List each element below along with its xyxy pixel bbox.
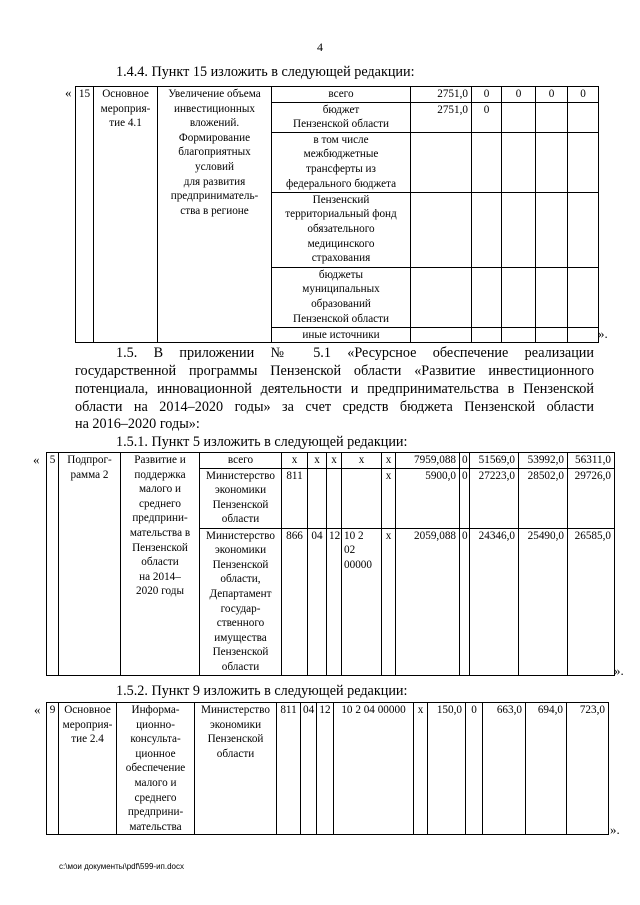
t1-cell: 0 (536, 87, 568, 103)
t2-cell: 0 (460, 453, 470, 469)
para-1-5-line-1: 1.5. В приложении № 5.1 «Ресурсное обеспечение реализации (116, 345, 594, 361)
t2-cell: 12 (327, 528, 342, 675)
t3-desc: Информа- ционно- консульта- ционное обеспечение малого и среднего предприни- мательства (117, 703, 195, 835)
t1-cell: 2751,0 (411, 87, 472, 103)
t3-exec: Министерство экономики Пензенской области (195, 703, 277, 835)
t1-desc: Увеличение объема инвестиционных вложений. Формирование благоприятных условий для развития предприниматель- ства в регионе (158, 87, 272, 343)
table-1 (75, 86, 599, 343)
para-1-5-line-4: области на 2014–2020 годы» за счет средств бюджета Пензенской области (75, 399, 594, 415)
quote-close-1: ». (598, 326, 608, 341)
t3-cell: 04 (301, 703, 317, 835)
t2-cell: x (342, 453, 382, 469)
t3-cell: 723,0 (567, 703, 609, 835)
t3-cell: 694,0 (526, 703, 567, 835)
t2-cell: 04 (308, 528, 327, 675)
t2-cell: 811 (282, 468, 308, 528)
t1-source-regional: бюджет Пензенской области (272, 102, 411, 132)
heading-1-5-1: 1.5.1. Пункт 5 изложить в следующей редакции: (116, 434, 408, 450)
t3-cell: 12 (317, 703, 334, 835)
t2-exec-ministry: Министерство экономики Пензенской области (200, 468, 282, 528)
t1-source-other: иные источники (272, 327, 411, 343)
table-3 (46, 702, 609, 835)
t1-source-municipal: бюджеты муниципальных образований Пензенской области (272, 267, 411, 327)
table-2 (46, 452, 615, 676)
t2-cell: 27223,0 (470, 468, 519, 528)
t2-cell: 24346,0 (470, 528, 519, 675)
t2-cell: 5900,0 (396, 468, 460, 528)
t2-cell: 26585,0 (568, 528, 615, 675)
quote-close-3: ». (610, 822, 620, 837)
t1-type: Основное мероприя-тие 4.1 (94, 87, 158, 343)
t3-cell: 811 (277, 703, 301, 835)
t2-cell: 29726,0 (568, 468, 615, 528)
t2-cell: x (382, 453, 396, 469)
quote-open-3: « (34, 702, 41, 717)
t2-cell: x (282, 453, 308, 469)
para-1-5-line-2: государственной программы Пензенской области «Развитие инвестиционного (75, 363, 594, 379)
t1-cell: 2751,0 (411, 102, 472, 132)
t3-cell: 663,0 (483, 703, 526, 835)
t2-exec-ministry-dept: Министерство экономики Пензенской области, Департамент государ- ственного имущества Пензенской области (200, 528, 282, 675)
t2-cell: 56311,0 (568, 453, 615, 469)
quote-open-1: « (65, 85, 72, 100)
t1-source-fund: Пензенский территориальный фонд обязательного медицинского страхования (272, 192, 411, 267)
t2-cell: 7959,088 (396, 453, 460, 469)
t2-exec-total: всего (200, 453, 282, 469)
t3-cell: 150,0 (428, 703, 466, 835)
para-1-5-line-3: потенциала, инновационной деятельности и предпринимательства в Пензенской (75, 381, 594, 397)
t2-cell: x (382, 468, 396, 528)
t1-source-total: всего (272, 87, 411, 103)
t1-source-federal: в том числе межбюджетные трансферты из федерального бюджета (272, 132, 411, 192)
t2-type: Подпрог- рамма 2 (59, 453, 121, 676)
t3-type: Основное мероприя- тие 2.4 (59, 703, 117, 835)
t2-cell: x (382, 528, 396, 675)
t1-cell (568, 102, 599, 132)
t3-cell: 10 2 04 00000 (334, 703, 414, 835)
t1-cell (536, 102, 568, 132)
footer-file-path: c:\мои документы\pdf\599-ип.docx (59, 862, 184, 871)
t3-num: 9 (47, 703, 59, 835)
t2-cell: x (327, 453, 342, 469)
t2-cell: x (308, 453, 327, 469)
heading-1-5-2: 1.5.2. Пункт 9 изложить в следующей редакции: (116, 683, 408, 699)
t2-cell: 2059,088 (396, 528, 460, 675)
t2-cell: 866 (282, 528, 308, 675)
t2-cell: 51569,0 (470, 453, 519, 469)
t1-cell (502, 102, 536, 132)
t2-cell: 0 (460, 528, 470, 675)
t2-cell: 28502,0 (519, 468, 568, 528)
t2-num: 5 (47, 453, 59, 676)
t2-desc: Развитие и поддержка малого и среднего предприни- мательства в Пензенской области на 2014– 2020 годы (121, 453, 200, 676)
t2-cell: 0 (460, 468, 470, 528)
t2-cell: 10 2 02 00000 (342, 528, 382, 675)
heading-1-4-4: 1.4.4. Пункт 15 изложить в следующей редакции: (116, 64, 415, 80)
quote-open-2: « (33, 452, 40, 467)
page-number: 4 (317, 40, 323, 54)
t3-cell: x (414, 703, 428, 835)
quote-close-2: ». (614, 663, 624, 678)
t1-cell: 0 (568, 87, 599, 103)
para-1-5-line-5: на 2016–2020 годы»: (75, 416, 200, 432)
t1-num: 15 (76, 87, 94, 343)
t2-cell: 25490,0 (519, 528, 568, 675)
t1-cell: 0 (472, 87, 502, 103)
t1-cell: 0 (472, 102, 502, 132)
t1-cell: 0 (502, 87, 536, 103)
t3-cell: 0 (466, 703, 483, 835)
t2-cell: 53992,0 (519, 453, 568, 469)
